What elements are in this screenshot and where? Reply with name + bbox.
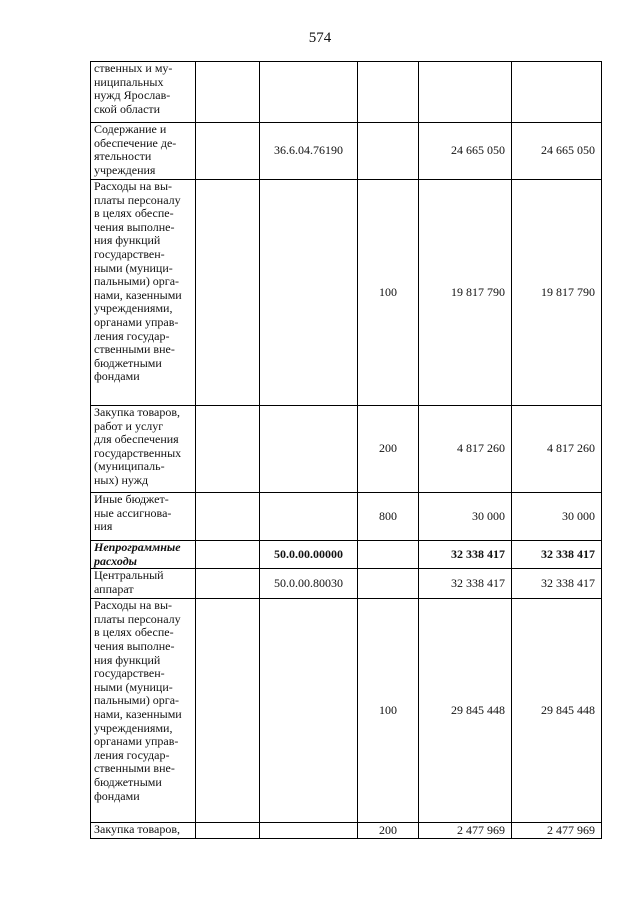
- expense-type-cell: [358, 541, 419, 569]
- amount-cell: 32 338 417: [419, 541, 512, 569]
- empty-cell: [196, 493, 260, 541]
- target-code-cell: [260, 406, 358, 493]
- amount-cell: 24 665 050: [512, 123, 602, 180]
- expense-type-cell: 200: [358, 823, 419, 839]
- table-row: [91, 541, 602, 569]
- amount-cell: 29 845 448: [512, 599, 602, 823]
- table-row: [91, 62, 602, 123]
- empty-cell: [196, 123, 260, 180]
- amount-cell: 30 000: [512, 493, 602, 541]
- table-row: [91, 569, 602, 599]
- empty-cell: [196, 180, 260, 406]
- target-code-cell: 36.6.04.76190: [260, 123, 358, 180]
- target-code-cell: 50.0.00.00000: [260, 541, 358, 569]
- item-name-cell: Закупка товаров,: [91, 823, 196, 839]
- amount-cell: 32 338 417: [419, 569, 512, 599]
- item-name-cell: Непрограммные расходы: [91, 541, 196, 569]
- empty-cell: [196, 541, 260, 569]
- table-row: [91, 599, 602, 823]
- target-code-cell: [260, 493, 358, 541]
- table-row: [91, 406, 602, 493]
- amount-cell: 4 817 260: [419, 406, 512, 493]
- item-name-cell: Закупка товаров, работ и услуг для обеспечения государственных (муниципаль- ных) нужд: [91, 406, 196, 493]
- amount-cell: [419, 62, 512, 123]
- empty-cell: [196, 599, 260, 823]
- amount-cell: 32 338 417: [512, 569, 602, 599]
- amount-cell: 2 477 969: [419, 823, 512, 839]
- amount-cell: 2 477 969: [512, 823, 602, 839]
- amount-cell: 19 817 790: [512, 180, 602, 406]
- item-name-cell: Содержание и обеспечение де- ятельности учреждения: [91, 123, 196, 180]
- item-name-cell: ственных и му- ниципальных нужд Ярослав- ской области: [91, 62, 196, 123]
- amount-cell: 32 338 417: [512, 541, 602, 569]
- item-name-cell: Расходы на вы- платы персоналу в целях обеспе- чения выполне- ния функций государствен- ными (муници- пальными) орга- нами, казенными учреждениями, органами управ- ления государ- ственными вне- бюджетными фондами: [91, 599, 196, 823]
- expense-type-cell: 100: [358, 599, 419, 823]
- amount-cell: 19 817 790: [419, 180, 512, 406]
- empty-cell: [196, 406, 260, 493]
- target-code-cell: [260, 599, 358, 823]
- target-code-cell: [260, 823, 358, 839]
- expense-type-cell: 800: [358, 493, 419, 541]
- expense-type-cell: [358, 123, 419, 180]
- empty-cell: [196, 823, 260, 839]
- table-row: [91, 493, 602, 541]
- expense-type-cell: [358, 62, 419, 123]
- item-name-cell: Иные бюджет- ные ассигнова- ния: [91, 493, 196, 541]
- target-code-cell: 50.0.00.80030: [260, 569, 358, 599]
- table-row: [91, 823, 602, 839]
- expense-type-cell: [358, 569, 419, 599]
- table-row: [91, 123, 602, 180]
- item-name-cell: Центральный аппарат: [91, 569, 196, 599]
- empty-cell: [196, 62, 260, 123]
- expense-type-cell: 200: [358, 406, 419, 493]
- amount-cell: 4 817 260: [512, 406, 602, 493]
- item-name-cell: Расходы на вы- платы персоналу в целях обеспе- чения выполне- ния функций государствен- ными (муници- пальными) орга- нами, казенными учреждениями, органами управ- ления государ- ственными вне- бюджетными фондами: [91, 180, 196, 406]
- table-row: [91, 180, 602, 406]
- amount-cell: 30 000: [419, 493, 512, 541]
- empty-cell: [196, 569, 260, 599]
- amount-cell: 29 845 448: [419, 599, 512, 823]
- budget-table: [90, 61, 602, 839]
- amount-cell: [512, 62, 602, 123]
- expense-type-cell: 100: [358, 180, 419, 406]
- page-number: 574: [308, 30, 332, 46]
- target-code-cell: [260, 180, 358, 406]
- amount-cell: 24 665 050: [419, 123, 512, 180]
- target-code-cell: [260, 62, 358, 123]
